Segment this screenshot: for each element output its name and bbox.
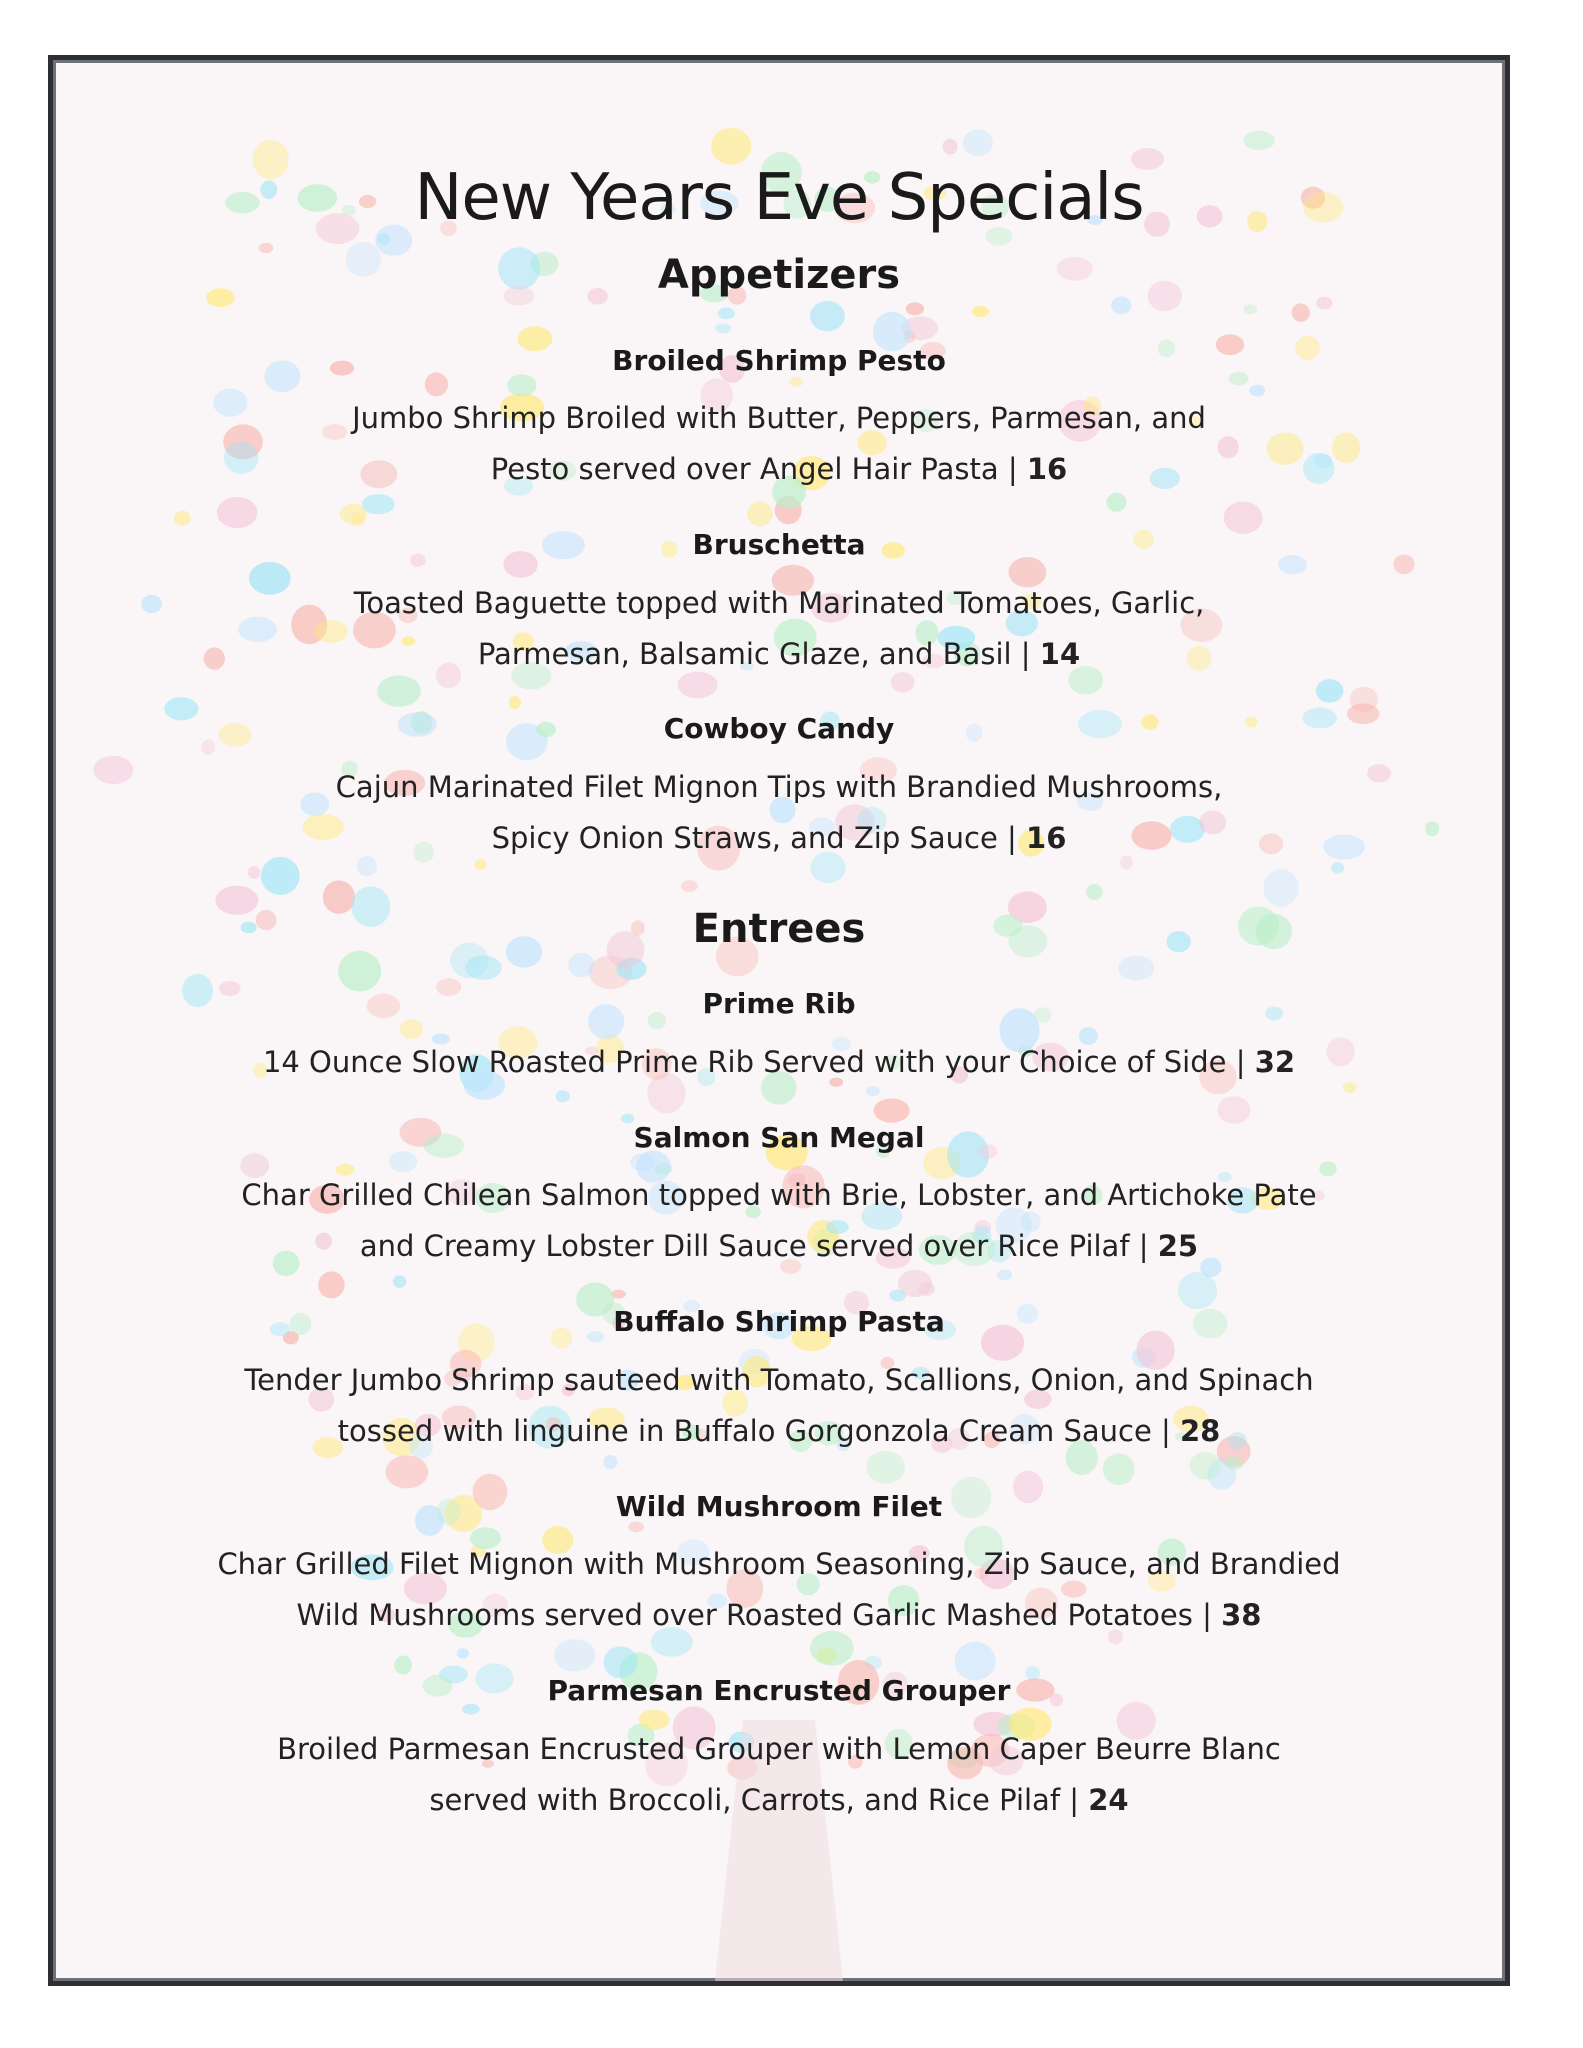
item-description — [113, 762, 1445, 864]
item-name-parmesan-encrusted-grouper: Parmesan Encrusted Grouper — [547, 1674, 1011, 1707]
menu-content — [53, 60, 1505, 1981]
description-line — [113, 813, 1445, 864]
item-name-salmon-san-megal: Salmon San Megal — [633, 1121, 925, 1154]
item-name-broiled-shrimp-pesto: Broiled Shrimp Pesto — [612, 344, 946, 377]
description-line — [113, 629, 1445, 680]
item-price: 24 — [1088, 1783, 1129, 1817]
description-text: Spicy Onion Straws, and Zip Sauce | — [491, 821, 1027, 855]
description-text: Wild Mushrooms served over Roasted Garlic Mashed Potatoes | — [296, 1598, 1222, 1632]
description-line: Tender Jumbo Shrimp sauteed with Tomato, Scallions, Onion, and Spinach — [244, 1363, 1314, 1397]
description-text: tossed with linguine in Buffalo Gorgonzola Cream Sauce | — [337, 1414, 1180, 1448]
description-text: 14 Ounce Slow Roasted Prime Rib Served with your Choice of Side | — [262, 1045, 1255, 1079]
menu-frame — [48, 55, 1510, 1986]
item-price: 16 — [1026, 452, 1068, 486]
description-line: Jumbo Shrimp Broiled with Butter, Peppers, Parmesan, and — [352, 401, 1206, 435]
description-text: Parmesan, Balsamic Glaze, and Basil | — [477, 637, 1040, 671]
item-price: 28 — [1180, 1414, 1221, 1448]
description-line: Toasted Baguette topped with Marinated Tomatoes, Garlic, — [353, 586, 1205, 620]
item-price: 38 — [1221, 1598, 1262, 1632]
item-name-buffalo-shrimp-pasta: Buffalo Shrimp Pasta — [613, 1305, 945, 1338]
item-description — [113, 1539, 1445, 1641]
description-line — [113, 444, 1445, 495]
item-description — [113, 1355, 1445, 1457]
item-description — [113, 1037, 1445, 1088]
item-description — [113, 578, 1445, 680]
description-line — [113, 1406, 1445, 1457]
description-line: Char Grilled Filet Mignon with Mushroom Seasoning, Zip Sauce, and Brandied — [217, 1547, 1341, 1581]
item-price: 32 — [1254, 1045, 1296, 1079]
item-price: 14 — [1039, 637, 1081, 671]
item-name-bruschetta: Bruschetta — [692, 528, 866, 561]
description-text: Pesto served over Angel Hair Pasta | — [490, 452, 1027, 486]
item-description — [113, 1170, 1445, 1272]
item-description — [113, 1724, 1445, 1826]
description-line: Broiled Parmesan Encrusted Grouper with Lemon Caper Beurre Blanc — [277, 1732, 1281, 1766]
description-line — [113, 1775, 1445, 1826]
description-line: Cajun Marinated Filet Mignon Tips with Brandied Mushrooms, — [335, 770, 1223, 804]
section-heading-appetizers: Appetizers — [657, 252, 901, 298]
item-name-cowboy-candy: Cowboy Candy — [663, 712, 895, 745]
item-price: 25 — [1157, 1229, 1199, 1263]
item-description — [113, 393, 1445, 495]
description-text: served with Broccoli, Carrots, and Rice Pilaf | — [429, 1783, 1089, 1817]
description-line — [113, 1221, 1445, 1272]
page-title: New Years Eve Specials — [414, 161, 1144, 235]
description-line — [113, 1590, 1445, 1641]
item-name-wild-mushroom-filet: Wild Mushroom Filet — [615, 1490, 943, 1523]
description-text: and Creamy Lobster Dill Sauce served over Rice Pilaf | — [359, 1229, 1158, 1263]
section-heading-entrees: Entrees — [692, 906, 866, 952]
description-line: Char Grilled Chilean Salmon topped with Brie, Lobster, and Artichoke Pate — [241, 1178, 1317, 1212]
item-name-prime-rib: Prime Rib — [702, 987, 856, 1020]
description-line — [113, 1037, 1445, 1088]
item-price: 16 — [1026, 821, 1067, 855]
